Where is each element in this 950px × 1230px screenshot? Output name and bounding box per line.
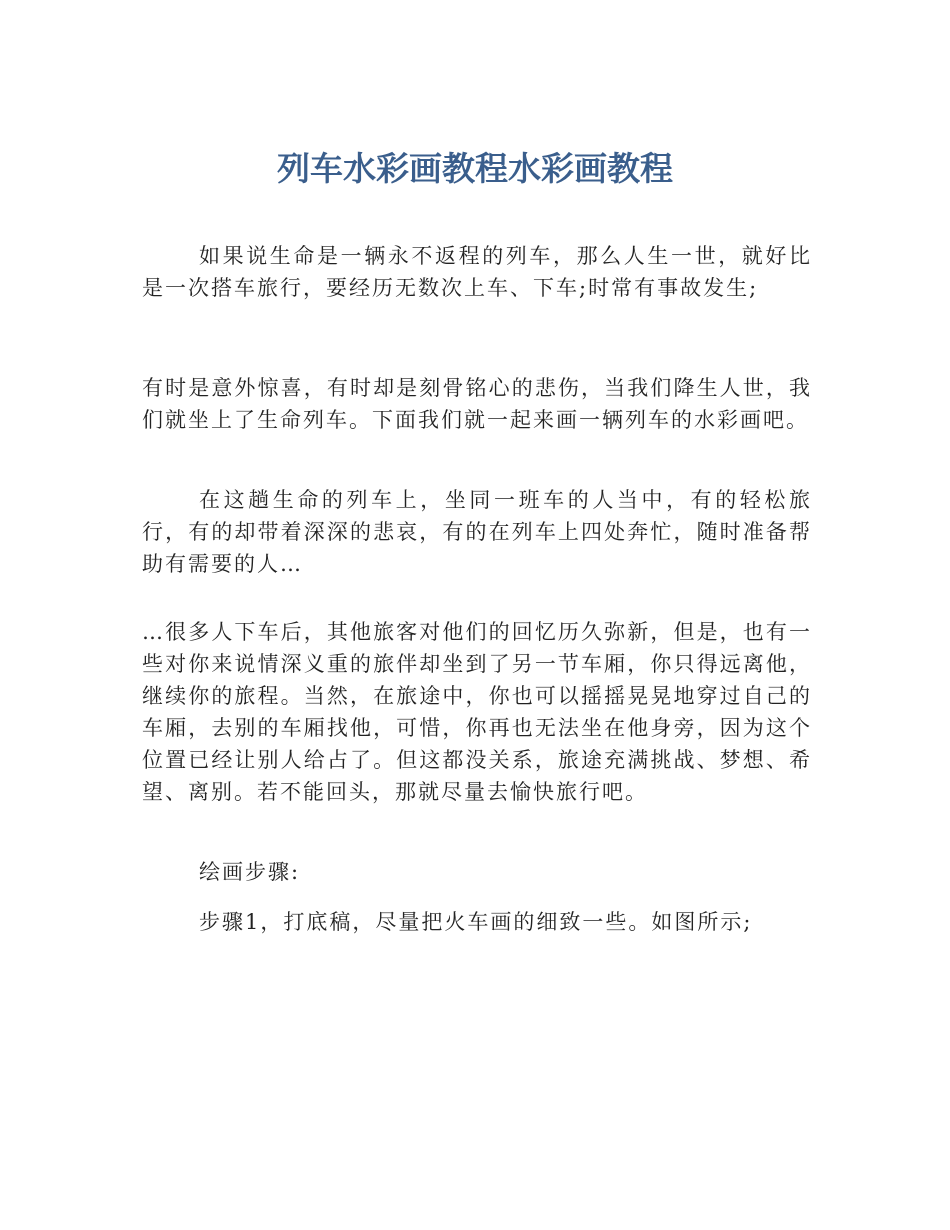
paragraph-1: 如果说生命是一辆永不返程的列车，那么人生一世，就好比是一次搭车旅行，要经历无数次上车、下车;时常有事故发生; bbox=[142, 244, 812, 300]
paragraph-4: …很多人下车后，其他旅客对他们的回忆历久弥新，但是，也有一些对你来说情深义重的旅伴却坐到了另一节车厢，你只得远离他，继续你的旅程。当然，在旅途中，你也可以摇摇晃晃地穿过自己的车厢，去别的车厢找他，可惜，你再也无法坐在他身旁，因为这个位置已经让别人给占了。但这都没关系，旅途充满挑战、梦想、希望、离别。若不能回头，那就尽量去愉快旅行吧。 bbox=[142, 620, 812, 804]
document-title: 列车水彩画教程水彩画教程 bbox=[277, 149, 673, 188]
paragraph-2: 有时是意外惊喜，有时却是刻骨铭心的悲伤，当我们降生人世，我们就坐上了生命列车。下面我们就一起来画一辆列车的水彩画吧。 bbox=[142, 376, 812, 432]
steps-heading: 绘画步骤: bbox=[199, 860, 301, 884]
paragraph-3: 在这趟生命的列车上，坐同一班车的人当中，有的轻松旅行，有的却带着深深的悲哀，有的在列车上四处奔忙，随时准备帮助有需要的人… bbox=[142, 488, 812, 576]
step-1-text: 步骤1，打底稿，尽量把火车画的细致一些。如图所示; bbox=[199, 910, 753, 934]
